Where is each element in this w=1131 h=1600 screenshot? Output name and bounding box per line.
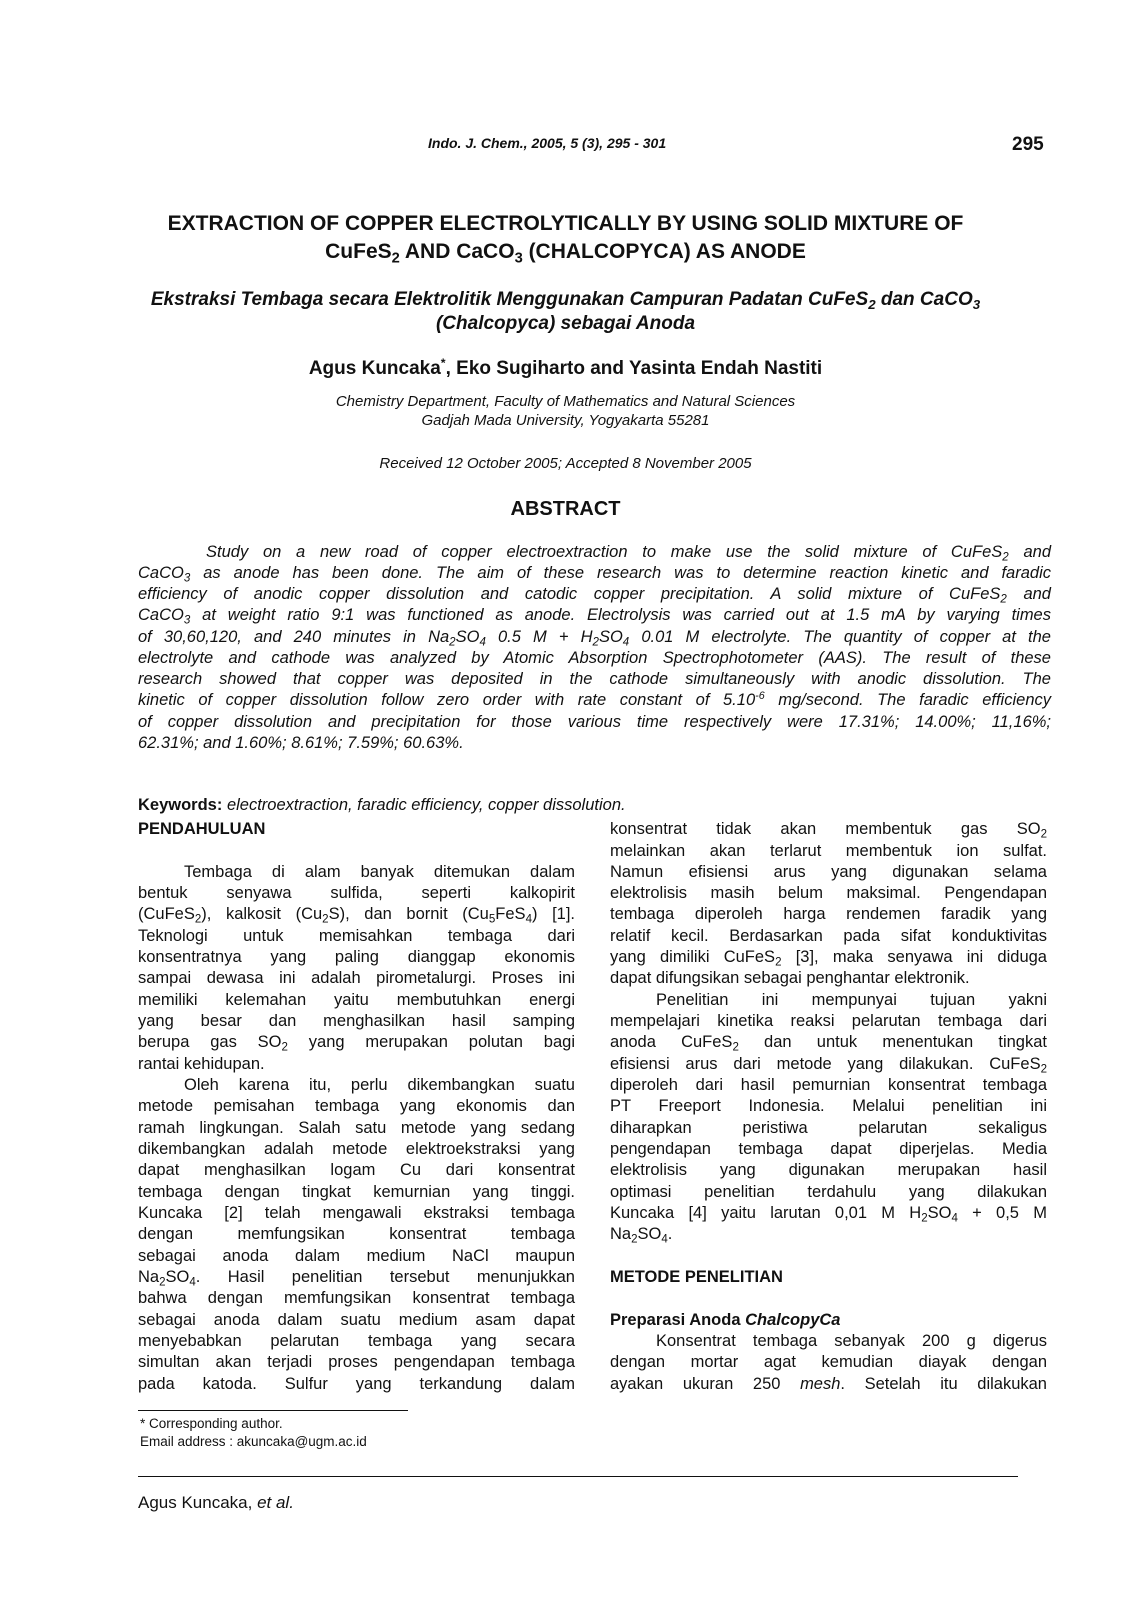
body-line: menyebabkan pelarutan tembaga yang secara bbox=[138, 1332, 575, 1350]
body-line: melainkan akan terlarut membentuk ion sulfat. bbox=[610, 842, 1047, 860]
author-list: Agus Kuncaka*, Eko Sugiharto and Yasinta Endah Nastiti bbox=[308, 356, 823, 379]
abstract-line: 62.31%; and 1.60%; 8.61%; 7.59%; 60.63%. bbox=[138, 734, 464, 752]
body-line: pengendapan tembaga dapat diperjelas. Media bbox=[610, 1140, 1047, 1158]
body-line: dapat menghasilkan logam Cu dari konsentrat bbox=[138, 1161, 575, 1179]
body-line: yang besar dan menghasilkan hasil samping bbox=[138, 1012, 575, 1030]
body-line: diperoleh dari hasil pemurnian konsentrat tembaga bbox=[610, 1076, 1047, 1094]
footnote-divider bbox=[138, 1410, 408, 1411]
paper-subtitle-line-1: Ekstraksi Tembaga secara Elektrolitik Menggunakan Campuran Padatan CuFeS$_2$ dan CaCO$_3$ bbox=[150, 289, 981, 312]
body-line: dengan mortar agat kemudian diayak dengan bbox=[610, 1353, 1047, 1371]
footnote-email: Email address : akuncaka@ugm.ac.id bbox=[140, 1434, 367, 1449]
subsection-heading-preparasi: Preparasi Anoda ChalcopyCa bbox=[610, 1311, 841, 1329]
abstract-line: research showed that copper was deposited in the cathode simultaneously with anodic dissolution. The bbox=[138, 670, 1051, 688]
body-line: berupa gas $SO_2$ yang merupakan polutan bagi bbox=[138, 1033, 575, 1054]
body-line: elektrolisis yang digunakan merupakan hasil bbox=[610, 1161, 1047, 1179]
body-line: Penelitian ini mempunyai tujuan yakni bbox=[656, 991, 1047, 1009]
body-line: simultan akan terjadi proses pengendapan tembaga bbox=[138, 1353, 575, 1371]
body-line: $Na_2SO_4$. bbox=[610, 1225, 673, 1246]
body-line: $Na_2SO_4$. Hasil penelitian tersebut menunjukkan bbox=[138, 1268, 575, 1289]
body-line: sebagai anoda dalam suatu medium asam dapat bbox=[138, 1311, 575, 1329]
body-line: memiliki kelemahan yaitu membutuhkan energi bbox=[138, 991, 575, 1009]
section-heading-pendahuluan: PENDAHULUAN bbox=[138, 820, 266, 838]
body-line: Kuncaka [4] yaitu larutan 0,01 M $H_2SO_4 + 0,5$ M bbox=[610, 1204, 1047, 1225]
abstract-line: Study on a new road of copper electroextraction to make use the solid mixture of CuFeS$_2$ and bbox=[206, 543, 1051, 564]
body-line: (CuFeS$_2$), kalkosit $(Cu_2S)$, dan bornit $(Cu_5FeS_4)$ [1]. bbox=[138, 905, 576, 926]
body-line: rantai kehidupan. bbox=[138, 1055, 265, 1073]
footnote-corresponding: * Corresponding author. bbox=[140, 1416, 283, 1431]
abstract-line: electrolyte and cathode was analyzed by Atomic Absorption Spectrophotometer (AAS). The result of these bbox=[138, 649, 1051, 667]
footer-divider bbox=[138, 1476, 1018, 1477]
body-line: bahwa dengan memfungsikan konsentrat tembaga bbox=[138, 1289, 575, 1307]
keywords bbox=[138, 796, 626, 815]
paper-subtitle-line-2: (Chalcopyca) sebagai Anoda bbox=[435, 313, 696, 334]
body-line: Namun efisiensi arus yang digunakan selama bbox=[610, 863, 1047, 881]
body-line: dapat difungsikan sebagai penghantar elektronik. bbox=[610, 969, 970, 987]
body-line: metode pemisahan tembaga yang ekonomis dan bbox=[138, 1097, 575, 1115]
page-number: 295 bbox=[1012, 134, 1044, 155]
abstract-line: efficiency of anodic copper dissolution and catodic copper precipitation. A solid mixture of CuFeS$_2$ and bbox=[138, 585, 1051, 606]
body-line: tembaga dengan tingkat kemurnian yang tinggi. bbox=[138, 1183, 575, 1201]
body-line: anoda CuFeS$_2$ dan untuk menentukan tingkat bbox=[610, 1033, 1047, 1054]
abstract-line: CaCO$_3$ as anode has been done. The aim of these research was to determine reaction kinetic and faradic bbox=[138, 564, 1051, 585]
footer-authors: Agus Kuncaka, et al. bbox=[138, 1493, 294, 1512]
body-line: elektrolisis masih belum maksimal. Pengendapan bbox=[610, 884, 1047, 902]
body-line: Konsentrat tembaga sebanyak 200 g digerus bbox=[656, 1332, 1047, 1350]
body-line: dikembangkan adalah metode elektroekstraksi yang bbox=[138, 1140, 575, 1158]
abstract-line: kinetic of copper dissolution follow zero order with rate constant of $5.10^{-6}$ mg/second. The faradic efficiency bbox=[138, 690, 1051, 709]
body-line: tembaga diperoleh harga rendemen faradik yang bbox=[610, 905, 1047, 923]
body-line: Tembaga di alam banyak ditemukan dalam bbox=[184, 863, 575, 881]
body-line: konsentratnya yang paling dianggap ekonomis bbox=[138, 948, 575, 966]
paper-title-line-2: CuFeS$_2$ AND CaCO$_3$ (CHALCOPYCA) AS ANODE bbox=[325, 240, 806, 267]
abstract-line: of copper dissolution and precipitation for those various time respectively were 17.31%; 14.00%; 11,16%; bbox=[138, 713, 1051, 731]
abstract-line: CaCO$_3$ at weight ratio 9:1 was functioned as anode. Electrolysis was carried out at 1.5 mA by varying times bbox=[138, 606, 1051, 627]
body-line: mempelajari kinetika reaksi pelarutan tembaga dari bbox=[610, 1012, 1047, 1030]
abstract-line: of 30,60,120, and 240 minutes in $Na_2SO_4$ 0.5 $M + H_2SO_4$ 0.01 M electrolyte. The quantity of copper at the bbox=[138, 628, 1051, 649]
body-line: ayakan ukuran 250 mesh. Setelah itu dilakukan bbox=[610, 1375, 1047, 1393]
received-dates: Received 12 October 2005; Accepted 8 November 2005 bbox=[379, 455, 752, 472]
paper-title-line-1: EXTRACTION OF COPPER ELECTROLYTICALLY BY USING SOLID MIXTURE OF bbox=[167, 212, 964, 235]
body-line: Teknologi untuk memisahkan tembaga dari bbox=[138, 927, 575, 945]
body-line: diharapkan peristiwa pelarutan sekaligus bbox=[610, 1119, 1047, 1137]
body-line: sebagai anoda dalam medium NaCl maupun bbox=[138, 1247, 575, 1265]
body-line: dengan memfungsikan konsentrat tembaga bbox=[138, 1225, 575, 1243]
affiliation-line-1: Chemistry Department, Faculty of Mathematics and Natural Sciences bbox=[335, 393, 796, 410]
body-line: efisiensi arus dari metode yang dilakukan. CuFeS$_2$ bbox=[610, 1055, 1047, 1076]
body-line: pada katoda. Sulfur yang terkandung dalam bbox=[138, 1375, 575, 1393]
body-line: relatif kecil. Berdasarkan pada sifat konduktivitas bbox=[610, 927, 1047, 945]
body-line: Oleh karena itu, perlu dikembangkan suatu bbox=[184, 1076, 575, 1094]
keywords-label: Keywords: bbox=[138, 796, 223, 814]
abstract-heading: ABSTRACT bbox=[510, 498, 621, 520]
body-line: sampai dewasa ini adalah pirometalurgi. Proses ini bbox=[138, 969, 575, 987]
body-line: optimasi penelitian terdahulu yang dilakukan bbox=[610, 1183, 1047, 1201]
body-line: bentuk senyawa sulfida, seperti kalkopirit bbox=[138, 884, 575, 902]
section-heading-metode: METODE PENELITIAN bbox=[610, 1268, 783, 1286]
keywords-text: electroextraction, faradic efficiency, copper dissolution. bbox=[222, 796, 626, 814]
body-line: konsentrat tidak akan membentuk gas $SO_2$ bbox=[610, 820, 1047, 841]
affiliation-line-2: Gadjah Mada University, Yogyakarta 55281 bbox=[421, 412, 710, 429]
body-line: PT Freeport Indonesia. Melalui penelitian ini bbox=[610, 1097, 1047, 1115]
journal-reference: Indo. J. Chem., 2005, 5 (3), 295 - 301 bbox=[428, 135, 667, 151]
body-line: Kuncaka [2] telah mengawali ekstraksi tembaga bbox=[138, 1204, 575, 1222]
body-line: ramah lingkungan. Salah satu metode yang sedang bbox=[138, 1119, 575, 1137]
body-line: yang dimiliki CuFeS$_2$ [3], maka senyawa ini diduga bbox=[610, 948, 1047, 969]
